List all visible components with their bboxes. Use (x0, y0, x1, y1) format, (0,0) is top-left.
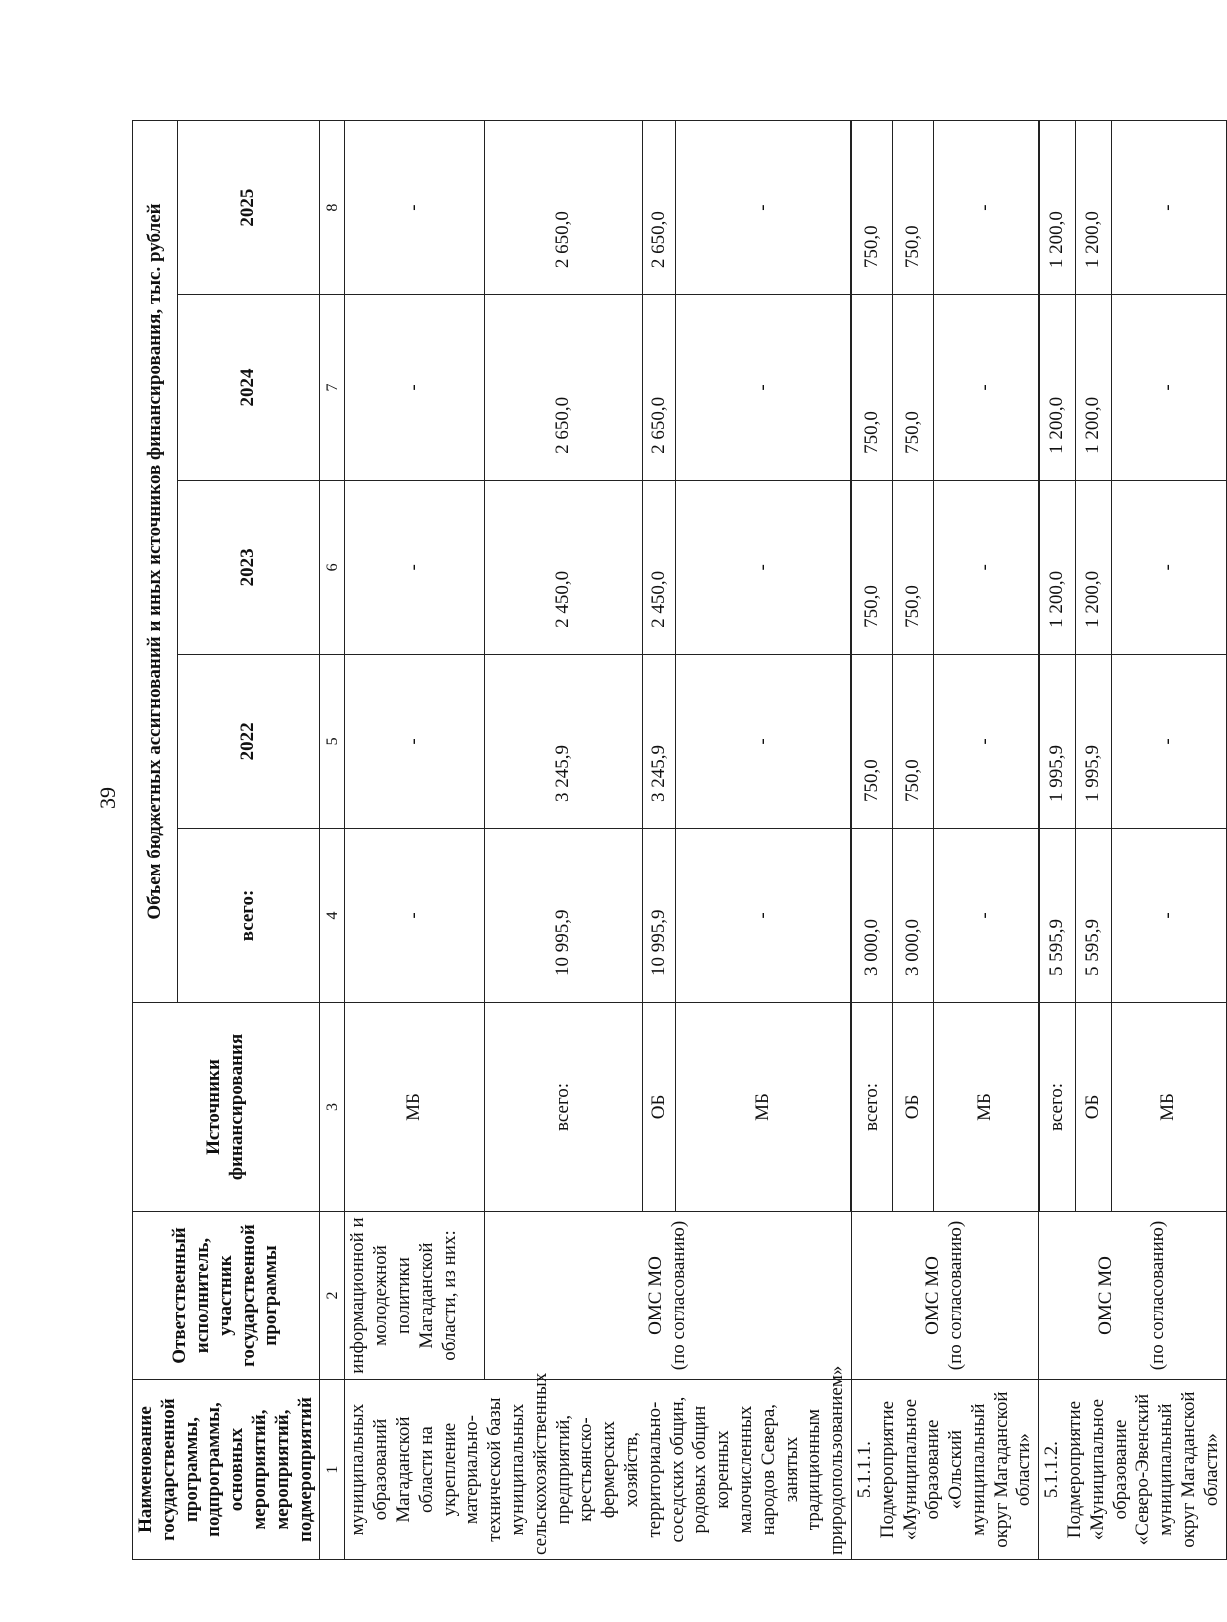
page-number: 39 (95, 787, 120, 809)
row-name: 5.1.1.2. Подмероприятие «Муниципальное образование «Северо-Эвенский муниципальный округ Магаданской области» (1039, 1380, 1226, 1560)
responsible-main: ОМС МО (922, 1256, 944, 1335)
header-col1: Наименование государственной программы, подпрограммы, основных мероприятий, мероприятий, подмероприятий (133, 1380, 320, 1560)
source-cell: ОБ (893, 1003, 934, 1212)
value-cell: - (1111, 828, 1226, 1002)
responsible-note: (по согласованию) (668, 1220, 690, 1371)
row-name: 5.1.1.1. Подмероприятие «Муниципальное образование «Ольский муниципальный округ Магаданской области» (851, 1380, 1038, 1560)
value-cell: 3 245,9 (643, 654, 676, 828)
value-cell: - (1111, 480, 1226, 654)
table-row (345, 121, 485, 1560)
value-cell: 5 595,9 (1039, 828, 1076, 1002)
header-col3: Источники финансирования (133, 1003, 320, 1212)
table-row (851, 121, 892, 1560)
col-number: 4 (320, 828, 345, 1002)
value-cell: 750,0 (851, 480, 892, 654)
source-cell: всего: (1039, 1003, 1076, 1212)
col-number: 8 (320, 121, 345, 295)
value-cell: 2 650,0 (643, 295, 676, 481)
value-cell: 750,0 (851, 121, 892, 295)
value-cell: - (676, 121, 852, 295)
responsible-note: (по согласованию) (945, 1220, 967, 1371)
source-cell: ОБ (643, 1003, 676, 1212)
header-year: 2023 (178, 480, 320, 654)
value-cell: 750,0 (893, 121, 934, 295)
responsible-note: (по согласованию) (1147, 1220, 1169, 1371)
value-cell: 2 650,0 (485, 295, 643, 481)
value-cell: - (676, 828, 852, 1002)
value-cell: 1 200,0 (1075, 121, 1111, 295)
col-number: 2 (320, 1211, 345, 1379)
responsible-main: ОМС МО (645, 1256, 667, 1335)
source-cell: всего: (851, 1003, 892, 1212)
value-cell: 2 650,0 (643, 121, 676, 295)
value-cell: - (676, 654, 852, 828)
col-number: 7 (320, 295, 345, 481)
source-cell: МБ (345, 1003, 485, 1212)
source-cell: МБ (676, 1003, 852, 1212)
value-cell: 10 995,9 (485, 828, 643, 1002)
value-cell: 750,0 (893, 654, 934, 828)
value-cell: 1 200,0 (1039, 480, 1076, 654)
value-cell: - (345, 828, 485, 1002)
value-cell: - (676, 295, 852, 481)
col-number: 1 (320, 1380, 345, 1560)
value-cell: - (345, 480, 485, 654)
value-cell: 750,0 (851, 654, 892, 828)
header-row-1 (133, 121, 178, 1560)
value-cell: 2 450,0 (485, 480, 643, 654)
value-cell: - (345, 654, 485, 828)
value-cell: 1 995,9 (1075, 654, 1111, 828)
header-year: 2025 (178, 121, 320, 295)
value-cell: 2 650,0 (485, 121, 643, 295)
value-cell: 10 995,9 (643, 828, 676, 1002)
row-name: муниципальных образований Магаданской области на укрепление материально-технической базы муниципальных сельскохозяйственных предприятий, крестьянско-фермерских хозяйств, территориально-соседских общин, родовых общин коренных малочисленных народов Севера, занятых традиционным природопользованием» (345, 1380, 852, 1560)
value-cell: 5 595,9 (1075, 828, 1111, 1002)
value-cell: 2 450,0 (643, 480, 676, 654)
source-cell: МБ (933, 1003, 1038, 1212)
value-cell: - (933, 295, 1038, 481)
table-row (1039, 121, 1076, 1560)
responsible-cell: информационной и молодежной политики Магаданской области, из них: (345, 1211, 485, 1379)
col-number: 3 (320, 1003, 345, 1212)
value-cell: 750,0 (893, 295, 934, 481)
col-number: 6 (320, 480, 345, 654)
value-cell: - (1111, 654, 1226, 828)
column-number-row (320, 121, 345, 1560)
funding-table (132, 120, 1227, 1560)
table-row (485, 121, 643, 1560)
value-cell: 750,0 (893, 480, 934, 654)
responsible-cell (1039, 1211, 1226, 1379)
value-cell: 750,0 (851, 295, 892, 481)
responsible-cell (851, 1211, 1038, 1379)
value-cell: - (345, 295, 485, 481)
header-year: 2022 (178, 654, 320, 828)
header-funding: Объем бюджетных ассигнований и иных источников финансирования, тыс. рублей (133, 121, 178, 1003)
value-cell: 1 995,9 (1039, 654, 1076, 828)
value-cell: - (676, 480, 852, 654)
value-cell: 3 000,0 (893, 828, 934, 1002)
responsible-cell (485, 1211, 852, 1379)
value-cell: - (345, 121, 485, 295)
source-cell: ОБ (1075, 1003, 1111, 1212)
value-cell: - (1111, 121, 1226, 295)
source-cell: всего: (485, 1003, 643, 1212)
value-cell: - (933, 121, 1038, 295)
value-cell: 1 200,0 (1039, 295, 1076, 481)
value-cell: 1 200,0 (1075, 480, 1111, 654)
responsible-main: ОМС МО (1094, 1256, 1116, 1335)
value-cell: - (933, 828, 1038, 1002)
value-cell: 1 200,0 (1075, 295, 1111, 481)
value-cell: 3 000,0 (851, 828, 892, 1002)
value-cell: 1 200,0 (1039, 121, 1076, 295)
value-cell: 3 245,9 (485, 654, 643, 828)
value-cell: - (1111, 295, 1226, 481)
value-cell: - (933, 480, 1038, 654)
header-year: 2024 (178, 295, 320, 481)
header-total: всего: (178, 828, 320, 1002)
value-cell: - (933, 654, 1038, 828)
header-col2: Ответственный исполнитель, участник государственной программы (133, 1211, 320, 1379)
source-cell: МБ (1111, 1003, 1226, 1212)
rotated-table-container (132, 120, 1222, 1560)
col-number: 5 (320, 654, 345, 828)
